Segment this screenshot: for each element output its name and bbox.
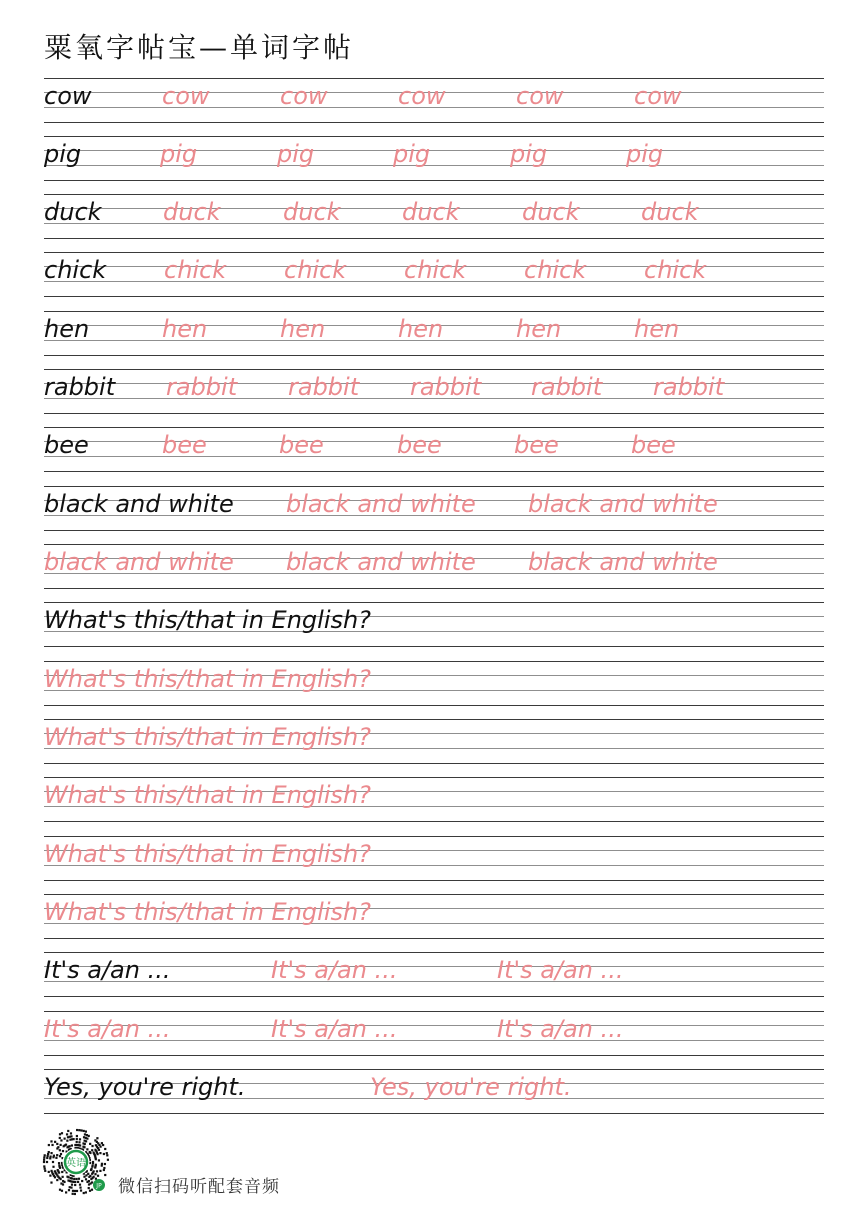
trace-word: rabbit — [531, 373, 603, 401]
trace-word: rabbit — [166, 373, 238, 401]
page-title: 粟氧字帖宝—单词字帖 — [44, 31, 355, 64]
qr-module — [56, 1143, 58, 1145]
qr-module — [59, 1137, 61, 1139]
practice-row — [44, 427, 824, 471]
qr-module — [57, 1146, 59, 1148]
qr-module — [74, 1193, 76, 1195]
qr-module — [91, 1149, 93, 1151]
qr-module — [43, 1159, 45, 1161]
qr-module — [58, 1162, 60, 1164]
ruled-line — [44, 427, 824, 428]
qr-module — [86, 1138, 88, 1140]
qr-module — [84, 1133, 86, 1135]
qr-module — [76, 1141, 78, 1143]
practice-row — [44, 894, 824, 938]
qr-module — [104, 1163, 106, 1165]
qr-module — [59, 1133, 61, 1135]
qr-module — [60, 1153, 62, 1155]
ruled-line — [44, 952, 824, 953]
ruled-line — [44, 661, 824, 662]
qr-module — [79, 1138, 81, 1140]
trace-word: What's this/that in English? — [44, 665, 371, 693]
practice-row — [44, 369, 824, 413]
qr-module — [103, 1153, 105, 1155]
practice-row — [44, 486, 824, 530]
qr-module — [91, 1189, 93, 1191]
qr-module — [65, 1144, 67, 1146]
ruled-line — [44, 486, 824, 487]
qr-module — [62, 1150, 64, 1152]
qr-module — [50, 1152, 52, 1154]
qr-module — [97, 1153, 99, 1155]
ruled-line — [44, 646, 824, 647]
trace-word: It's a/an ... — [497, 956, 624, 984]
qr-module — [51, 1144, 53, 1146]
footer — [40, 1126, 440, 1206]
ruled-line — [44, 894, 824, 895]
model-word: duck — [44, 198, 102, 226]
ruled-line — [44, 996, 824, 997]
qr-module — [90, 1178, 92, 1180]
qr-module — [52, 1166, 54, 1168]
qr-module — [74, 1190, 76, 1192]
ruled-line — [44, 602, 824, 603]
qr-module — [91, 1166, 93, 1168]
qr-module — [85, 1191, 87, 1193]
qr-module — [94, 1173, 96, 1175]
qr-module — [47, 1153, 49, 1155]
ruled-line — [44, 136, 824, 137]
qr-module — [48, 1171, 50, 1173]
qr-module — [44, 1170, 46, 1172]
model-word: rabbit — [44, 373, 116, 401]
trace-word: rabbit — [653, 373, 725, 401]
qr-module — [49, 1175, 51, 1177]
trace-word: black and white — [286, 490, 476, 518]
trace-word: bee — [162, 431, 207, 459]
model-word: cow — [44, 82, 92, 110]
qr-module — [83, 1192, 85, 1194]
qr-module — [43, 1165, 45, 1167]
qr-module — [92, 1162, 94, 1164]
trace-word: pig — [626, 140, 664, 168]
qr-module — [86, 1181, 88, 1183]
qr-module — [43, 1161, 45, 1163]
ruled-line — [44, 180, 824, 181]
ruled-line — [44, 1055, 824, 1056]
qr-module — [104, 1174, 106, 1176]
practice-row — [44, 194, 824, 238]
ruled-line — [44, 311, 824, 312]
ruled-line — [44, 1069, 824, 1070]
qr-module — [56, 1154, 58, 1156]
trace-word: duck — [641, 198, 699, 226]
qr-module — [78, 1141, 80, 1143]
qr-module — [107, 1159, 109, 1161]
qr-module — [48, 1151, 50, 1153]
trace-word: Yes, you're right. — [370, 1073, 572, 1101]
trace-word: black and white — [44, 548, 234, 576]
ruled-line — [44, 588, 824, 589]
qr-module — [44, 1168, 46, 1170]
trace-word: chick — [524, 256, 587, 284]
trace-word: hen — [634, 315, 680, 343]
qr-module — [53, 1155, 55, 1157]
qr-badge-label: 英语 — [66, 1158, 86, 1169]
practice-row — [44, 311, 824, 355]
qr-module — [70, 1132, 72, 1134]
qr-module — [83, 1130, 85, 1132]
qr-module — [89, 1152, 91, 1154]
qr-module — [43, 1156, 45, 1158]
qr-module — [50, 1181, 52, 1183]
model-word: bee — [44, 431, 89, 459]
qr-module — [46, 1157, 48, 1159]
qr-module — [72, 1193, 74, 1195]
ruled-line — [44, 719, 824, 720]
trace-word: hen — [162, 315, 208, 343]
qr-module — [99, 1146, 101, 1148]
ruled-line — [44, 238, 824, 239]
qr-module — [86, 1148, 88, 1150]
qr-module — [85, 1174, 87, 1176]
qr-module — [98, 1159, 100, 1161]
qr-module — [85, 1178, 87, 1180]
model-word: Yes, you're right. — [44, 1073, 246, 1101]
qr-module — [99, 1170, 101, 1172]
ruled-line — [44, 413, 824, 414]
practice-row — [44, 719, 824, 763]
trace-word: black and white — [528, 548, 718, 576]
qr-corner-label: JP — [96, 1182, 102, 1190]
trace-word: bee — [631, 431, 676, 459]
qr-module — [96, 1170, 98, 1172]
qr-module — [49, 1155, 51, 1157]
qr-module — [76, 1129, 78, 1131]
qr-module — [70, 1135, 72, 1137]
trace-word: rabbit — [288, 373, 360, 401]
footer-caption: 微信扫码听配套音频 — [118, 1177, 280, 1197]
trace-word: chick — [404, 256, 467, 284]
practice-row — [44, 78, 824, 122]
qr-module — [79, 1144, 81, 1146]
qr-module — [97, 1175, 99, 1177]
qr-module — [94, 1166, 96, 1168]
qr-module — [69, 1186, 71, 1188]
ruled-line — [44, 836, 824, 837]
qr-module — [61, 1171, 63, 1173]
ruled-line — [44, 296, 824, 297]
qr-module — [88, 1135, 90, 1137]
trace-word: It's a/an ... — [497, 1015, 624, 1043]
qr-module — [73, 1178, 75, 1180]
qr-module — [67, 1179, 69, 1181]
trace-word: hen — [280, 315, 326, 343]
practice-row — [44, 836, 824, 880]
qr-module — [54, 1170, 56, 1172]
qr-module — [79, 1184, 81, 1186]
qr-module — [104, 1148, 106, 1150]
ruled-line — [44, 471, 824, 472]
qr-module — [90, 1169, 92, 1171]
qr-module — [83, 1176, 85, 1178]
practice-row — [44, 252, 824, 296]
qr-module — [85, 1140, 87, 1142]
qr-module — [85, 1130, 87, 1132]
trace-word: It's a/an ... — [271, 1015, 398, 1043]
qr-module — [68, 1189, 70, 1191]
qr-module — [77, 1181, 79, 1183]
qr-module — [65, 1191, 67, 1193]
qr-module — [67, 1130, 69, 1132]
trace-word: duck — [402, 198, 460, 226]
qr-code-icon[interactable] — [40, 1126, 112, 1198]
trace-word: pig — [510, 140, 548, 168]
qr-module — [101, 1165, 103, 1167]
qr-module — [59, 1155, 61, 1157]
qr-module — [88, 1176, 90, 1178]
ruled-line — [44, 369, 824, 370]
qr-module — [66, 1176, 68, 1178]
model-word: black and white — [44, 490, 234, 518]
trace-word: It's a/an ... — [44, 1015, 171, 1043]
qr-module — [84, 1143, 86, 1145]
qr-module — [72, 1138, 74, 1140]
trace-word: cow — [280, 82, 328, 110]
trace-word: What's this/that in English? — [44, 898, 371, 926]
ruled-line — [44, 78, 824, 79]
trace-word: black and white — [528, 490, 718, 518]
trace-word: rabbit — [410, 373, 482, 401]
qr-module — [78, 1178, 80, 1180]
practice-row — [44, 602, 824, 646]
ruled-line — [44, 821, 824, 822]
trace-word: chick — [644, 256, 707, 284]
ruled-line — [44, 530, 824, 531]
trace-word: cow — [398, 82, 446, 110]
qr-module — [44, 1154, 46, 1156]
trace-word: duck — [163, 198, 221, 226]
qr-module — [91, 1145, 93, 1147]
practice-row — [44, 777, 824, 821]
ruled-line — [44, 1113, 824, 1114]
qr-module — [89, 1190, 91, 1192]
ruled-line — [44, 1011, 824, 1012]
qr-module — [98, 1149, 100, 1151]
qr-module — [99, 1152, 101, 1154]
qr-module — [88, 1183, 90, 1185]
trace-word: cow — [162, 82, 210, 110]
qr-module — [103, 1167, 105, 1169]
qr-module — [88, 1187, 90, 1189]
qr-module — [96, 1137, 98, 1139]
qr-module — [69, 1145, 71, 1147]
qr-module — [56, 1179, 58, 1181]
trace-word: hen — [398, 315, 444, 343]
qr-module — [54, 1141, 56, 1143]
qr-module — [106, 1154, 108, 1156]
practice-row — [44, 136, 824, 180]
trace-word: pig — [393, 140, 431, 168]
trace-word: pig — [160, 140, 198, 168]
qr-module — [72, 1190, 74, 1192]
qr-module — [60, 1182, 62, 1184]
qr-module — [103, 1169, 105, 1171]
trace-word: bee — [279, 431, 324, 459]
ruled-line — [44, 763, 824, 764]
ruled-line — [44, 705, 824, 706]
ruled-line — [44, 194, 824, 195]
qr-module — [60, 1144, 62, 1146]
qr-module — [62, 1180, 64, 1182]
qr-module — [59, 1149, 61, 1151]
trace-word: bee — [514, 431, 559, 459]
trace-word: What's this/that in English? — [44, 723, 371, 751]
qr-module — [76, 1135, 78, 1137]
qr-module — [74, 1184, 76, 1186]
qr-module — [61, 1190, 63, 1192]
qr-module — [52, 1161, 54, 1163]
qr-module — [46, 1161, 48, 1163]
qr-module — [83, 1146, 85, 1148]
qr-module — [71, 1184, 73, 1186]
model-word: It's a/an ... — [44, 956, 171, 984]
trace-word: bee — [397, 431, 442, 459]
qr-module — [106, 1152, 108, 1154]
qr-module — [89, 1143, 91, 1145]
qr-module — [81, 1180, 83, 1182]
practice-row — [44, 952, 824, 996]
model-word: pig — [44, 140, 82, 168]
qr-module — [91, 1173, 93, 1175]
qr-module — [47, 1155, 49, 1157]
model-word: chick — [44, 256, 107, 284]
trace-word: cow — [634, 82, 682, 110]
qr-module — [64, 1138, 66, 1140]
qr-module — [70, 1177, 72, 1179]
qr-module — [57, 1169, 59, 1171]
qr-module — [95, 1158, 97, 1160]
model-word: What's this/that in English? — [44, 606, 371, 634]
practice-row — [44, 544, 824, 588]
trace-word: black and white — [286, 548, 476, 576]
practice-row — [44, 661, 824, 705]
qr-module — [66, 1140, 68, 1142]
trace-word: duck — [283, 198, 341, 226]
trace-word: What's this/that in English? — [44, 840, 371, 868]
qr-module — [61, 1132, 63, 1134]
practice-row — [44, 1011, 824, 1055]
ruled-line — [44, 355, 824, 356]
trace-word: cow — [516, 82, 564, 110]
ruled-line — [44, 544, 824, 545]
ruled-line — [44, 777, 824, 778]
model-word: hen — [44, 315, 90, 343]
qr-module — [76, 1138, 78, 1140]
trace-word: duck — [522, 198, 580, 226]
qr-module — [66, 1133, 68, 1135]
qr-module — [76, 1190, 78, 1192]
qr-module — [78, 1129, 80, 1131]
qr-module — [50, 1140, 52, 1142]
ruled-line — [44, 252, 824, 253]
qr-module — [58, 1164, 60, 1166]
trace-word: What's this/that in English? — [44, 781, 371, 809]
qr-module — [102, 1144, 104, 1146]
practice-row — [44, 1069, 824, 1113]
qr-module — [50, 1170, 52, 1172]
trace-word: It's a/an ... — [271, 956, 398, 984]
qr-module — [71, 1144, 73, 1146]
qr-module — [48, 1144, 50, 1146]
trace-word: hen — [516, 315, 562, 343]
qr-module — [60, 1139, 62, 1141]
trace-word: pig — [277, 140, 315, 168]
qr-module — [79, 1187, 81, 1189]
trace-word: chick — [164, 256, 227, 284]
qr-module — [55, 1157, 57, 1159]
ruled-line — [44, 938, 824, 939]
qr-module — [75, 1178, 77, 1180]
ruled-line — [44, 880, 824, 881]
qr-module — [62, 1176, 64, 1178]
qr-module — [59, 1189, 61, 1191]
qr-module — [80, 1189, 82, 1191]
qr-module — [80, 1129, 82, 1131]
trace-word: chick — [284, 256, 347, 284]
ruled-line — [44, 122, 824, 123]
